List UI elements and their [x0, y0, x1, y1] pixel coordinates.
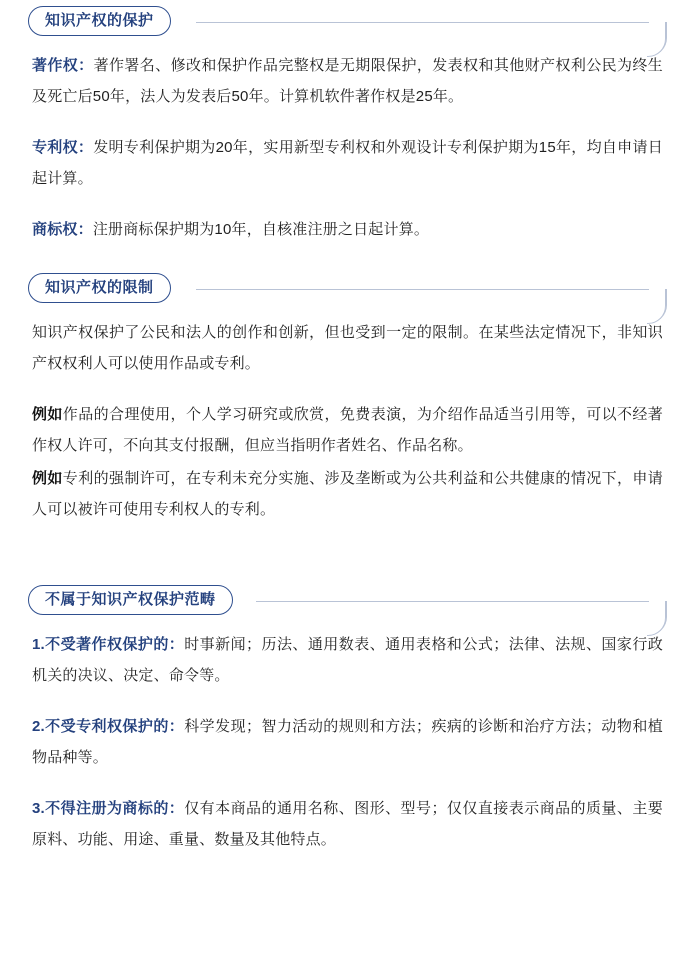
paragraph-text: 发明专利保护期为20年，实用新型专利权和外观设计专利保护期为15年，均自申请日起计算。 — [32, 139, 663, 187]
section-title-limitation: 知识产权的限制 — [28, 273, 171, 303]
section-body-excluded — [28, 629, 667, 855]
section-title-excluded: 不属于知识产权保护范畴 — [28, 585, 233, 615]
paragraph-lead: 3.不得注册为商标的： — [32, 800, 185, 817]
section-header-limitation — [28, 273, 667, 307]
paragraph-trademark — [32, 214, 663, 245]
paragraph-lead: 1.不受著作权保护的： — [32, 636, 185, 653]
paragraph-text: 著作署名、修改和保护作品完整权是无期限保护，发表权和其他财产权利公民为终生及死亡后50年，法人为发表后50年。计算机软件著作权是25年。 — [32, 57, 664, 105]
paragraph-lead: 2.不受专利权保护的： — [32, 718, 185, 735]
paragraph-excluded-patent — [32, 711, 663, 773]
paragraph-lead: 著作权： — [32, 57, 94, 74]
paragraph-lead: 商标权： — [32, 221, 93, 238]
paragraph-excluded-trademark — [32, 793, 663, 855]
paragraph-copyright — [32, 50, 663, 112]
spacer — [28, 245, 667, 267]
section-title-protection: 知识产权的保护 — [28, 6, 171, 36]
paragraph-lead: 例如 — [32, 470, 63, 487]
section-body-protection — [28, 50, 667, 245]
paragraph-text: 注册商标保护期为10年，自核准注册之日起计算。 — [92, 221, 430, 238]
paragraph-text: 专利的强制许可，在专利未充分实施、涉及垄断或为公共利益和公共健康的情况下，申请人可以被许可使用专利权人的专利。 — [32, 470, 663, 518]
paragraph-lead: 例如 — [32, 406, 63, 423]
paragraph-text: 知识产权保护了公民和法人的创作和创新，但也受到一定的限制。在某些法定情况下，非知识产权权利人可以使用作品或专利。 — [32, 324, 663, 372]
paragraph-patent — [32, 132, 663, 194]
paragraph-example-compulsory-license — [32, 463, 663, 525]
paragraph-excluded-copyright — [32, 629, 663, 691]
spacer-large — [28, 525, 667, 579]
document-page — [0, 6, 695, 979]
section-header-protection — [28, 6, 667, 40]
paragraph-lead: 专利权： — [32, 139, 94, 156]
paragraph-limitation-intro — [32, 317, 663, 379]
paragraph-text: 时事新闻；历法、通用数表、通用表格和公式；法律、法规、国家行政机关的决议、决定、命令等。 — [32, 636, 663, 684]
section-header-excluded — [28, 585, 667, 619]
paragraph-text: 仅有本商品的通用名称、图形、型号；仅仅直接表示商品的质量、主要原料、功能、用途、重量、数量及其他特点。 — [32, 800, 663, 848]
section-body-limitation — [28, 317, 667, 525]
paragraph-text: 科学发现；智力活动的规则和方法；疾病的诊断和治疗方法；动物和植物品种等。 — [32, 718, 663, 766]
paragraph-example-fair-use — [32, 399, 663, 461]
paragraph-text: 作品的合理使用，个人学习研究或欣赏，免费表演，为介绍作品适当引用等，可以不经著作权人许可，不向其支付报酬，但应当指明作者姓名、作品名称。 — [32, 406, 663, 454]
